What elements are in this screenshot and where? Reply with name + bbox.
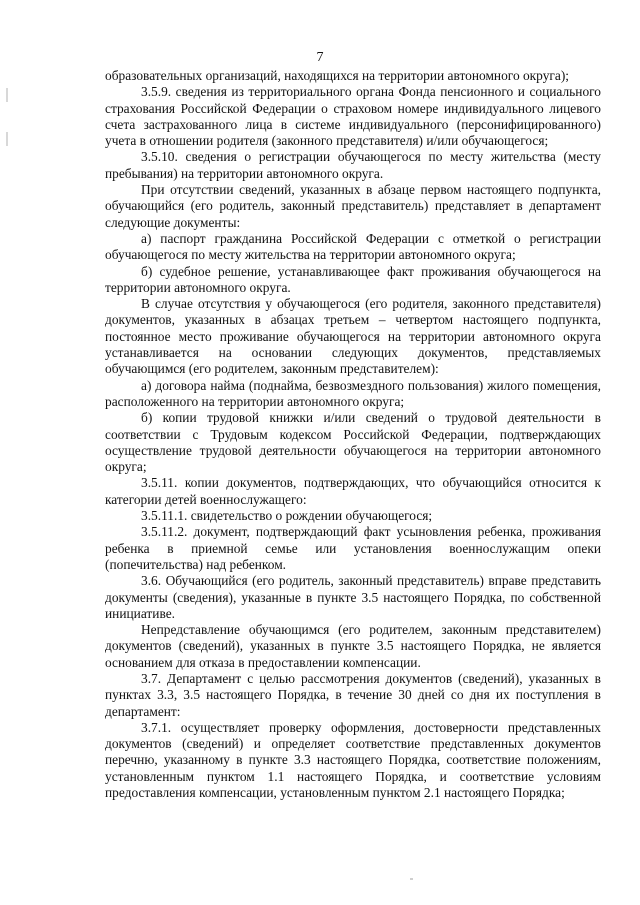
paragraph: 3.7. Департамент с целью рассмотрения документов (сведений), указанных в пунктах 3.3, 3.5 настоящего Порядка, в течение 30 дней со дня их поступления в департамент: [105,670,601,719]
scan-artifact [410,878,413,880]
paragraph: 3.5.10. сведения о регистрации обучающегося по месту жительства (месту пребывания) на территории автономного округа. [105,149,601,181]
page-number: 7 [316,50,324,65]
scan-margin-mark [6,88,8,102]
paragraph: а) паспорт гражданина Российской Федерации с отметкой о регистрации обучающегося по месту жительства на территории автономного округа; [105,230,601,263]
paragraph: 3.5.11.1. свидетельство о рождении обучающегося; [141,508,433,524]
paragraph: б) судебное решение, устанавливающее факт проживания обучающегося на территории автономного округа. [105,263,601,295]
paragraph: б) копии трудовой книжки и/или сведений о трудовой деятельности в соответствии с Трудовым кодексом Российской Федерации, подтверждающих осуществление трудовой деятельности обучающегося на территории автономного округа; [105,410,601,475]
paragraph: При отсутствии сведений, указанных в абзаце первом настоящего подпункта, обучающийся (его родитель, законный представитель) представляет в департамент следующие документы: [105,182,601,230]
paragraph: Непредставление обучающимся (его родителем, законным представителем) документов (сведений), указанных в пункте 3.5 настоящего Порядка, не является основанием для отказа в предоставлении компенсации. [105,622,601,670]
paragraph: 3.5.11. копии документов, подтверждающих, что обучающийся относится к категории детей военнослужащего: [105,475,601,507]
scan-margin-mark [6,132,8,146]
paragraph: В случае отсутствия у обучающегося (его родителя, законного представителя) документов, указанных в абзацах третьем – четвертом настоящего подпункта, постоянное место проживание обучающегося на территории автономного округа устанавливается на основании следующих документов, представляемых обучающимся (его родителем, законным представителем): [105,296,601,377]
paragraph: 3.5.9. сведения из территориального органа Фонда пенсионного и социального страхования Российской Федерации о страховом номере индивидуального лицевого счета застрахованного лица в системе индивидуального (персонифицированного) учета в отношении родителя (законного представителя) и/или обучающегося; [105,84,601,149]
paragraph: 3.5.11.2. документ, подтверждающий факт усыновления ребенка, проживания ребенка в приемной семье или установления военнослужащим опеки (попечительства) над ребенком. [105,524,601,572]
paragraph: образовательных организаций, находящихся на территории автономного округа); [105,68,570,83]
document-body [105,68,601,801]
paragraph: 3.7.1. осуществляет проверку оформления, достоверности представленных документов (сведений) и определяет соответствие представленных документов перечню, указанному в пункте 3.3 настоящего Порядка, соответствие положениям, установленным пунктом 1.1 настоящего Порядка, и соответствие условиям предоставления компенсации, установленным пунктом 2.1 настоящего Порядка; [105,719,601,801]
paragraph: а) договора найма (поднайма, безвозмездного пользования) жилого помещения, расположенного на территории автономного округа; [105,377,601,409]
paragraph: 3.6. Обучающийся (его родитель, законный представитель) вправе представить документы (сведения), указанные в пункте 3.5 настоящего Порядка, по собственной инициативе. [105,573,601,621]
